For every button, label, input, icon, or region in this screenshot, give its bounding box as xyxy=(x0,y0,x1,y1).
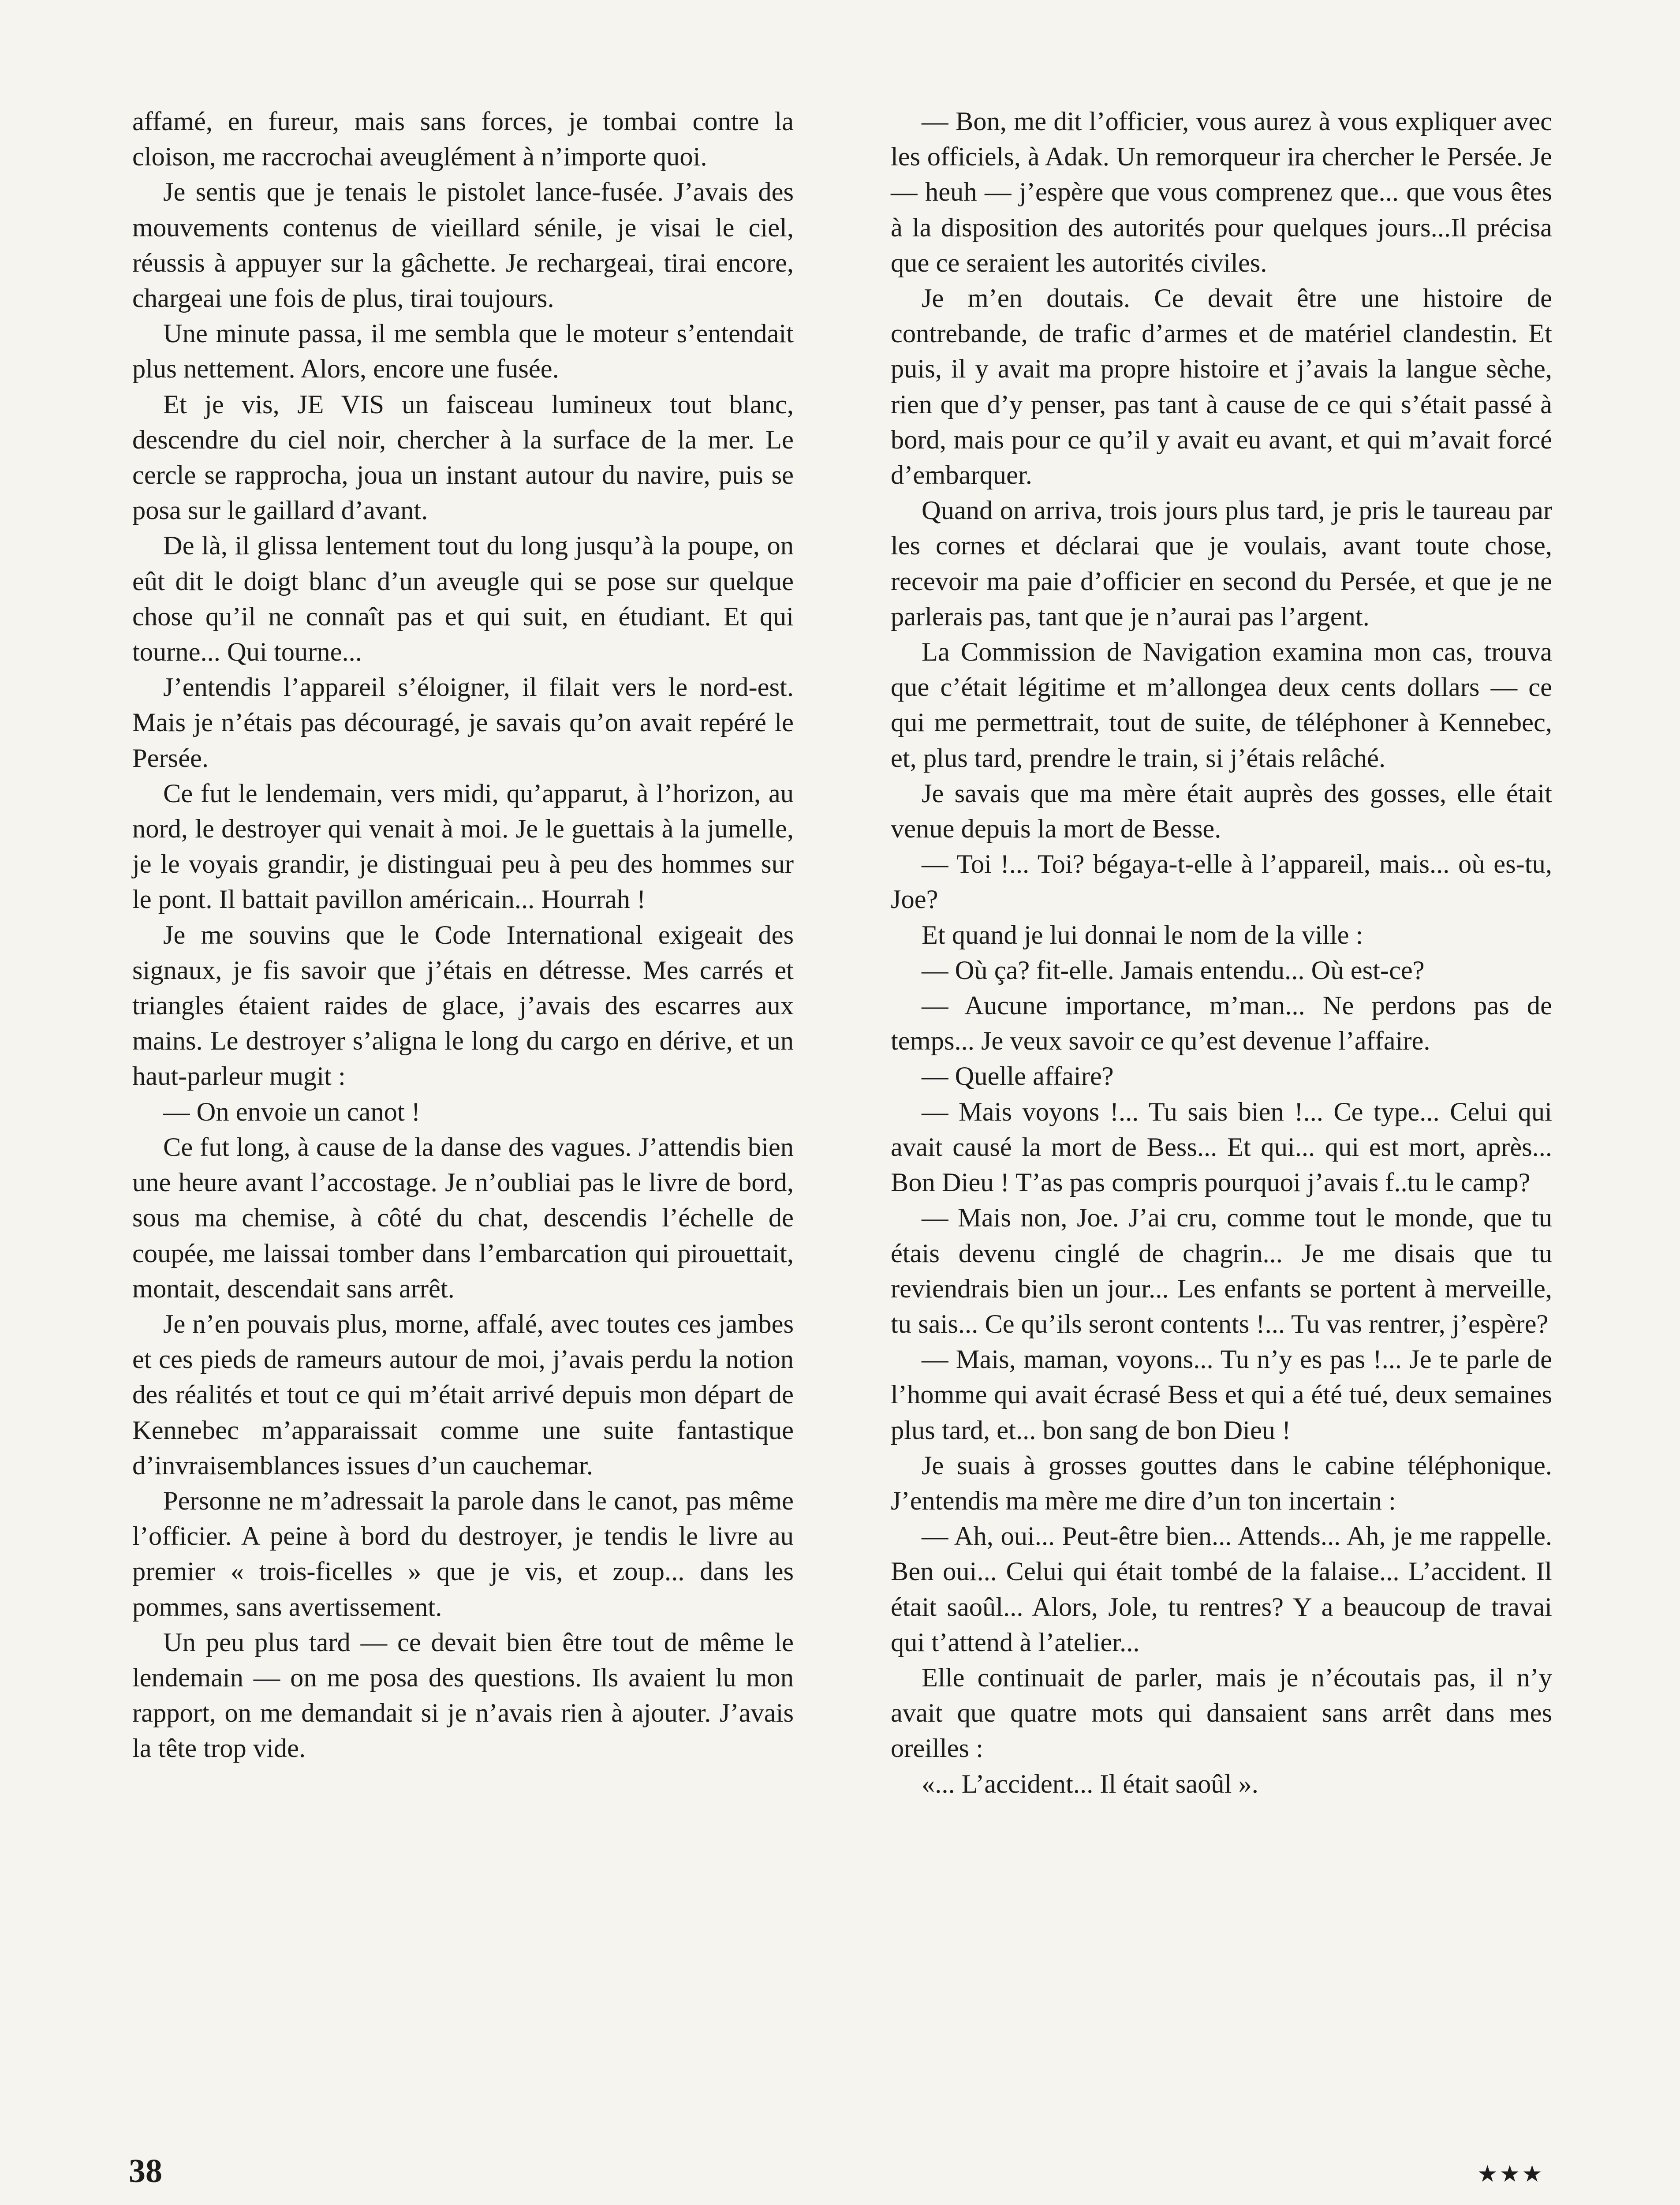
paragraph: Personne ne m’adressait la parole dans le canot, pas même l’officier. A peine à bord du destroyer, je tendis le livre au premier « trois-ficelles » que je vis, et zoup... dans les pommes, sans avertissement. xyxy=(132,1486,794,1622)
paragraph: De là, il glissa lentement tout du long jusqu’à la poupe, on eût dit le doigt blanc d’un aveugle qui se pose sur quelque chose qu’il ne connaît pas et qui suit, en étudiant. Et qui tourne... Qui tourne... xyxy=(132,531,794,667)
paragraph: — On envoie un canot ! xyxy=(163,1097,420,1127)
end-of-story-mark: ★★★ xyxy=(1477,2162,1544,2187)
paragraph: — Aucune importance, m’man... Ne perdons pas de temps... Je veux savoir ce qu’est devenue l’affaire. xyxy=(891,991,1552,1056)
paragraph: Je sentis que je tenais le pistolet lance-fusée. J’avais des mouvements contenus de vieillard sénile, je visai le ciel, réussis à appuyer sur la gâchette. Je rechargeai, tirai encore, chargeai une fois de plus, tirai toujours. xyxy=(132,177,794,314)
paragraph: — Quelle affaire? xyxy=(922,1061,1114,1091)
paragraph: Ce fut le lendemain, vers midi, qu’apparut, à l’horizon, au nord, le destroyer qui venait à moi. Je le guettais à la jumelle, je le voyais grandir, je distinguai peu à peu des hommes sur le pont. Il battait pavillon américain... Hourrah ! xyxy=(132,778,794,915)
paragraph: Je suais à grosses gouttes dans le cabine téléphonique. J’entendis ma mère me dire d’un ton incertain : xyxy=(891,1450,1552,1516)
paragraph: Je n’en pouvais plus, morne, affalé, avec toutes ces jambes et ces pieds de rameurs autour de moi, j’avais perdu la notion des réalités et tout ce qui m’était arrivé depuis mon départ de Kennebec m’apparaissait comme une suite fantastique d’invraisemblances issues d’un cauchemar. xyxy=(132,1309,794,1480)
paragraph: Ce fut long, à cause de la danse des vagues. J’attendis bien une heure avant l’accostage. Je n’oubliai pas le livre de bord, sous ma chemise, à côté du chat, descendis l’échelle de coupée, me laissai tomber dans l’embarcation qui pirouettait, montait, descendait sans arrêt. xyxy=(132,1132,794,1304)
paragraph: — Où ça? fit-elle. Jamais entendu... Où est-ce? xyxy=(922,955,1425,985)
paragraph: Et quand je lui donnai le nom de la ville : xyxy=(922,920,1363,950)
paragraph: Je m’en doutais. Ce devait être une histoire de contrebande, de trafic d’armes et de matériel clandestin. Et puis, il y avait ma propre histoire et j’avais la langue sèche, rien que d’y penser, pas tant à cause de ce qui s’était passé à bord, mais pour ce qu’il y avait eu avant, et qui m’avait forcé d’embarquer. xyxy=(891,284,1552,490)
paragraph: — Ah, oui... Peut-être bien... Attends... Ah, je me rappelle. Ben oui... Celui qui était tombé de la falaise... L’accident. Il était saoûl... Alors, Jole, tu rentres? Y a beaucoup de travai qui t’attend à l’atelier... xyxy=(891,1521,1552,1657)
paragraph: Et je vis, JE VIS un faisceau lumineux tout blanc, descendre du ciel noir, chercher à la surface de la mer. Le cercle se rapprocha, joua un instant autour du navire, puis se posa sur le gaillard d’avant. xyxy=(132,389,794,526)
paragraph: — Mais voyons !... Tu sais bien !... Ce type... Celui qui avait causé la mort de Bess... Et qui... qui est mort, après... Bon Dieu ! T’as pas compris pourquoi j’avais f..tu le camp? xyxy=(891,1097,1552,1198)
paragraph: J’entendis l’appareil s’éloigner, il filait vers le nord-est. Mais je n’étais pas découragé, je savais qu’on avait repéré le Persée. xyxy=(132,673,794,773)
paragraph: Je savais que ma mère était auprès des gosses, elle était venue depuis la mort de Besse. xyxy=(891,778,1552,844)
right-text-column xyxy=(891,104,1552,1802)
page-number: 38 xyxy=(129,2153,162,2190)
paragraph: affamé, en fureur, mais sans forces, je tombai contre la cloison, me raccrochai aveuglément à n’importe quoi. xyxy=(132,107,794,172)
paragraph: Elle continuait de parler, mais je n’écoutais pas, il n’y avait que quatre mots qui dansaient sans arrêt dans mes oreilles : xyxy=(891,1663,1552,1764)
paragraph: La Commission de Navigation examina mon cas, trouva que c’était légitime et m’allongea deux cents dollars — ce qui me permettrait, tout de suite, de téléphoner à Kennebec, et, plus tard, prendre le train, si j’étais relâché. xyxy=(891,637,1552,773)
paragraph: — Bon, me dit l’officier, vous aurez à vous expliquer avec les officiels, à Adak. Un remorqueur ira chercher le Persée. Je — heuh — j’espère que vous comprenez que... que vous êtes à la disposition des autorités pour quelques jours...Il précisa que ce seraient les autorités civiles. xyxy=(891,107,1552,278)
paragraph: — Toi !... Toi? bégaya-t-elle à l’appareil, mais... où es-tu, Joe? xyxy=(891,849,1552,915)
paragraph: Quand on arriva, trois jours plus tard, je pris le taureau par les cornes et déclarai que je voulais, avant toute chose, recevoir ma paie d’officier en second du Persée, et que je ne parlerais pas, tant que je n’aurai pas l’argent. xyxy=(891,496,1552,632)
paragraph: Je me souvins que le Code International exigeait des signaux, je fis savoir que j’étais en détresse. Mes carrés et triangles étaient raides de glace, j’avais des escarres aux mains. Le destroyer s’aligna le long du cargo en dérive, et un haut-parleur mugit : xyxy=(132,920,794,1091)
paragraph: Un peu plus tard — ce devait bien être tout de même le lendemain — on me posa des questions. Ils avaient lu mon rapport, on me demandait si je n’avais rien à ajouter. J’avais la tête trop vide. xyxy=(132,1627,794,1764)
paragraph: — Mais, maman, voyons... Tu n’y es pas !... Je te parle de l’homme qui avait écrasé Bess et qui a été tué, deux semaines plus tard, et... bon sang de bon Dieu ! xyxy=(891,1345,1552,1445)
paragraph: Une minute passa, il me sembla que le moteur s’entendait plus nettement. Alors, encore une fusée. xyxy=(132,319,794,384)
paragraph: — Mais non, Joe. J’ai cru, comme tout le monde, que tu étais devenu cinglé de chagrin... Je me disais que tu reviendrais bien un jour... Les enfants se portent à merveille, tu sais... Ce qu’ils seront contents !... Tu vas rentrer, j’espère? xyxy=(891,1203,1552,1339)
left-text-column xyxy=(132,104,794,1767)
paragraph: «... L’accident... Il était saoûl ». xyxy=(922,1769,1258,1799)
